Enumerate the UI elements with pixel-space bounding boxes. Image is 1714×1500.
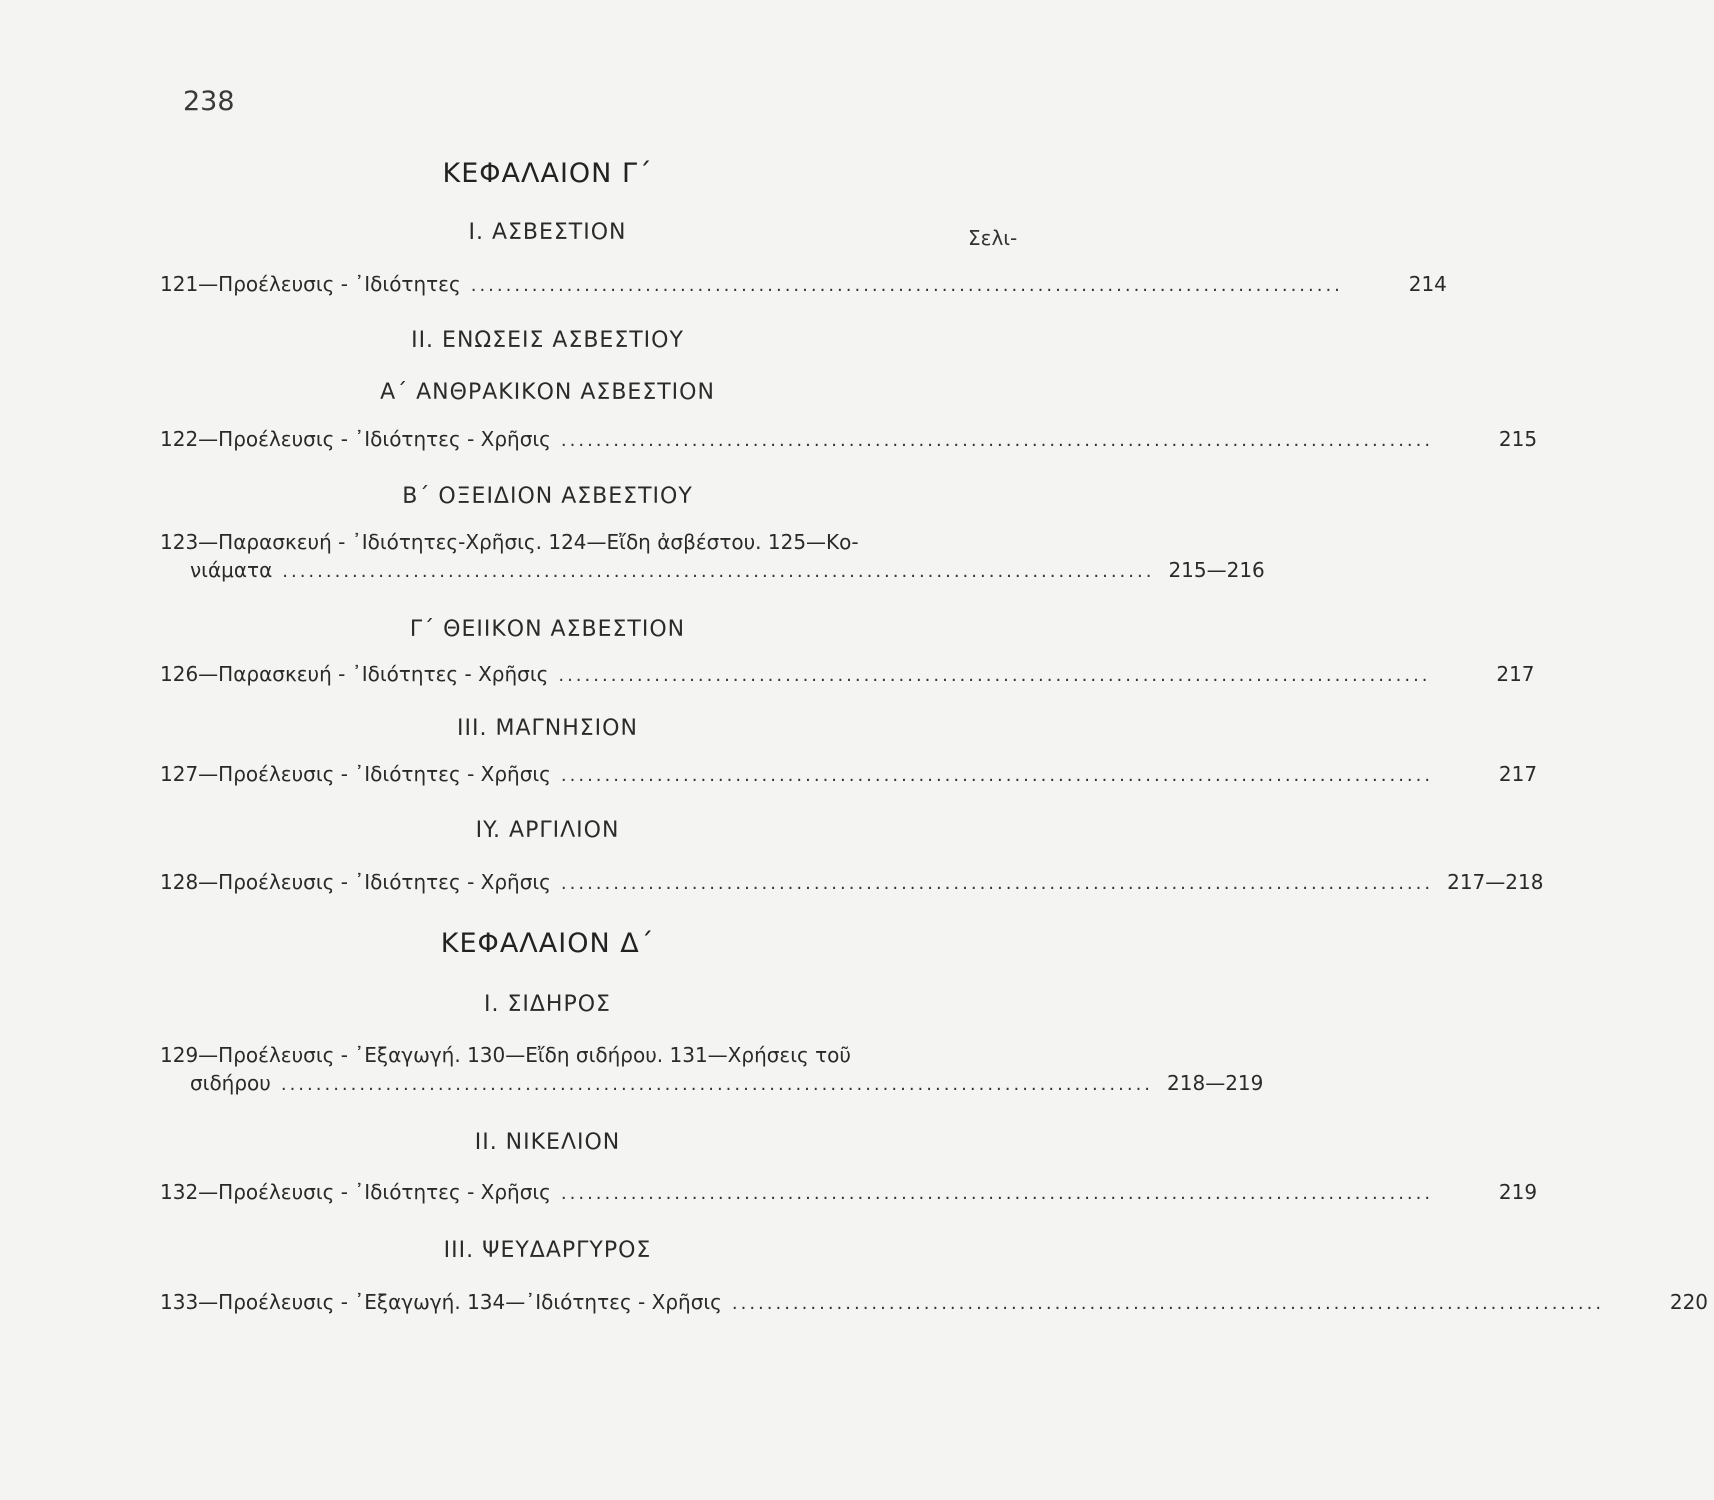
toc-entry-133[interactable] <box>160 1290 1709 1318</box>
subsection-heading-calcium-sulfate: Γ΄ ΘΕΙΙΚΟΝ ΑΣΒΕΣΤΙΟΝ <box>409 617 686 642</box>
section-heading-calcium-compounds: II. ΕΝΩΣΕΙΣ ΑΣΒΕΣΤΙΟΥ <box>411 328 684 353</box>
section-heading-iron: I. ΣΙΔΗΡΟΣ <box>484 992 611 1017</box>
toc-entry-text: 122—Προέλευσις - ᾿Ιδιότητες - Χρῆσις <box>160 427 551 451</box>
toc-entry-text-continued: σιδήρου <box>190 1071 271 1095</box>
toc-entry-text: 123—Παρασκευή - ᾿Ιδιότητες-Χρῆσις. 124—Εἴδη ἀσβέστου. 125—Κο- <box>160 530 859 554</box>
toc-entry-page: 219 <box>1498 1180 1538 1204</box>
chapter-heading-4: ΚΕΦΑΛΑΙΟΝ Δ΄ <box>440 928 655 959</box>
subsection-heading-calcium-carbonate: Α΄ ΑΝΘΡΑΚΙΚΟΝ ΑΣΒΕΣΤΙΟΝ <box>380 380 715 405</box>
toc-entry-122[interactable] <box>160 427 1538 455</box>
toc-entry-123[interactable] <box>160 530 1265 586</box>
toc-entry-text: 126—Παρασκευή - ᾿Ιδιότητες - Χρῆσις <box>160 662 549 686</box>
toc-entry-page: 217—218 <box>1447 870 1544 894</box>
dot-leader: .................................................................................................... <box>560 1183 1434 1204</box>
toc-entry-page: 220 <box>1669 1290 1709 1314</box>
section-heading-zinc: III. ΨΕΥΔΑΡΓΥΡΟΣ <box>443 1238 652 1263</box>
dot-leader: .................................................................................................... <box>558 665 1431 686</box>
pages-column-header: Σελι- <box>968 226 1018 250</box>
toc-entry-text-continued: νιάματα <box>190 558 273 582</box>
dot-leader: .................................................................................................... <box>731 1293 1605 1314</box>
toc-entry-128[interactable] <box>160 870 1544 898</box>
section-heading-calcium: I. ΑΣΒΕΣΤΙΟΝ <box>468 220 627 245</box>
section-heading-aluminium: IY. ΑΡΓΙΛΙΟΝ <box>475 818 620 843</box>
toc-entry-text: 129—Προέλευσις - ᾿Εξαγωγή. 130—Εἴδη σιδήρου. 131—Χρήσεις τοῦ <box>160 1043 851 1067</box>
dot-leader: .................................................................................................... <box>470 275 1343 296</box>
toc-entry-127[interactable] <box>160 762 1538 790</box>
toc-entry-121[interactable] <box>160 272 1447 300</box>
toc-entry-132[interactable] <box>160 1180 1538 1208</box>
toc-entry-text: 127—Προέλευσις - ᾿Ιδιότητες - Χρῆσις <box>160 762 551 786</box>
toc-entry-page: 215 <box>1498 427 1538 451</box>
dot-leader: .................................................................................................... <box>560 430 1434 451</box>
toc-entry-page: 215—216 <box>1168 558 1265 582</box>
dot-leader: .................................................................................................... <box>560 765 1434 786</box>
toc-entry-126[interactable] <box>160 662 1535 690</box>
toc-entry-129[interactable] <box>160 1043 1264 1099</box>
dot-leader: .................................................................................................... <box>560 873 1434 894</box>
page-number: 238 <box>183 86 235 117</box>
toc-entry-page: 218—219 <box>1167 1071 1264 1095</box>
toc-entry-page: 217 <box>1498 762 1538 786</box>
toc-entry-text: 128—Προέλευσις - ᾿Ιδιότητες - Χρῆσις <box>160 870 551 894</box>
dot-leader: .................................................................................................... <box>282 561 1155 582</box>
toc-entry-text: 121—Προέλευσις - ᾿Ιδιότητες <box>160 272 461 296</box>
toc-entry-text: 133—Προέλευσις - ᾿Εξαγωγή. 134—᾿Ιδιότητες - Χρῆσις <box>160 1290 722 1314</box>
toc-entry-page: 214 <box>1408 272 1447 296</box>
section-heading-nickel: II. ΝΙΚΕΛΙΟΝ <box>474 1130 621 1155</box>
toc-entry-text: 132—Προέλευσις - ᾿Ιδιότητες - Χρῆσις <box>160 1180 551 1204</box>
subsection-heading-calcium-oxide: Β΄ ΟΞΕΙΔΙΟΝ ΑΣΒΕΣΤΙΟΥ <box>402 484 693 509</box>
chapter-heading-3: ΚΕΦΑΛΑΙΟΝ Γ΄ <box>442 158 653 189</box>
dot-leader: .................................................................................................... <box>280 1074 1154 1095</box>
section-heading-magnesium: III. ΜΑΓΝΗΣΙΟΝ <box>457 716 638 741</box>
toc-entry-page: 217 <box>1496 662 1535 686</box>
